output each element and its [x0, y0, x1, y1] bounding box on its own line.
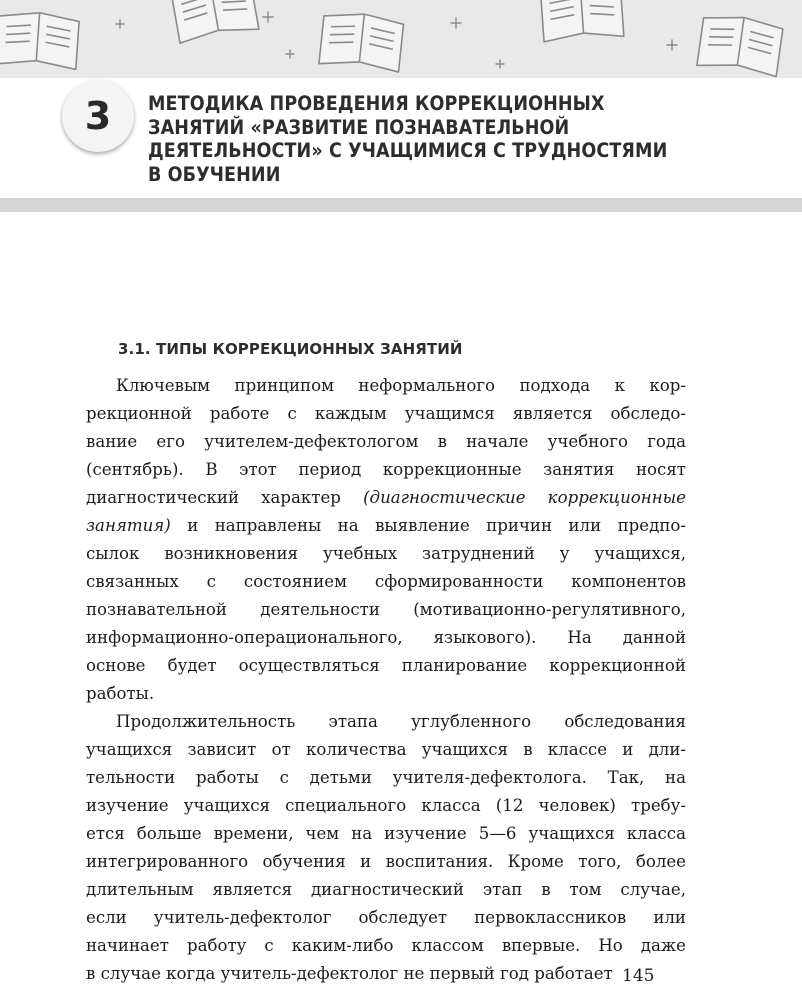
body-line: основе будет осуществляться планирование коррекционной [86, 656, 686, 675]
open-book-icon [319, 10, 404, 72]
body-line: информационно-операционального, языкового). На данной [86, 628, 686, 647]
body-line [86, 488, 686, 507]
body-line: рекционной работе с каждым учащимся является обследо- [86, 404, 686, 423]
section-heading: 3.1. ТИПЫ КОРРЕКЦИОННЫХ ЗАНЯТИЙ [118, 340, 463, 358]
sparkle-icon [116, 20, 124, 28]
body-line: познавательной деятельности (мотивационно-регулятивного, [86, 600, 686, 619]
body-line: Продолжительность этапа углубленного обследования [116, 712, 686, 731]
body-line: интегрированного обучения и воспитания. Кроме того, более [86, 852, 686, 871]
body-line [86, 516, 686, 535]
chapter-title-line: ДЕЯТЕЛЬНОСТИ» С УЧАЩИМИСЯ С ТРУДНОСТЯМИ [148, 139, 668, 162]
sparkle-icon [667, 40, 677, 50]
body-line: Ключевым принципом неформального подхода к кор- [116, 376, 686, 395]
body-line: вание его учителем-дефектологом в начале учебного года [86, 432, 686, 451]
body-line: изучение учащихся специального класса (12 человек) требу- [86, 796, 686, 815]
italic-term: занятия) [86, 516, 171, 535]
sparkle-icon [286, 50, 294, 58]
body-line: (сентябрь). В этот период коррекционные занятия носят [86, 460, 686, 479]
body-line: тельности работы с детьми учителя-дефектолога. Так, на [86, 768, 686, 787]
header-divider-stripe [0, 198, 802, 212]
chapter-title-line: МЕТОДИКА ПРОВЕДЕНИЯ КОРРЕКЦИОННЫХ [148, 92, 605, 115]
open-book-icon [0, 10, 80, 69]
decorative-banner [0, 0, 802, 78]
body-line: связанных с состоянием сформированности компонентов [86, 572, 686, 591]
chapter-title-line: В ОБУЧЕНИИ [148, 162, 281, 186]
chapter-number-badge [62, 80, 134, 152]
body-line: длительным является диагностический этап в том случае, [86, 880, 686, 899]
chapter-title [148, 92, 768, 186]
chapter-title-line: ЗАНЯТИЙ «РАЗВИТИЕ ПОЗНАВАТЕЛЬНОЙ [148, 115, 570, 139]
page-number: 145 [622, 966, 655, 986]
body-line: начинает работу с каким-либо классом впервые. Но даже [86, 936, 686, 955]
chapter-number: 3 [84, 94, 112, 138]
sparkle-icon [451, 18, 461, 28]
body-line: если учитель-дефектолог обследует первоклассников или [86, 908, 686, 927]
open-book-icon [171, 0, 259, 43]
open-book-icon [697, 12, 784, 77]
body-text-segment: диагностический характер [86, 488, 364, 507]
body-line: работы. [86, 684, 155, 703]
italic-term: (диагностические коррекционные [363, 488, 686, 507]
open-book-pattern [0, 0, 802, 78]
open-book-icon [540, 0, 624, 42]
body-line: сылок возникновения учебных затруднений у учащихся, [86, 544, 686, 563]
sparkle-icon [263, 12, 273, 22]
body-line: в случае когда учитель-дефектолог не первый год работает [86, 964, 613, 983]
body-line: ется больше времени, чем на изучение 5—6 учащихся класса [86, 824, 686, 843]
sparkle-icon [496, 60, 504, 68]
body-line: учащихся зависит от количества учащихся в классе и дли- [86, 740, 686, 759]
body-text-segment: и направлены на выявление причин или предпо- [170, 516, 686, 535]
